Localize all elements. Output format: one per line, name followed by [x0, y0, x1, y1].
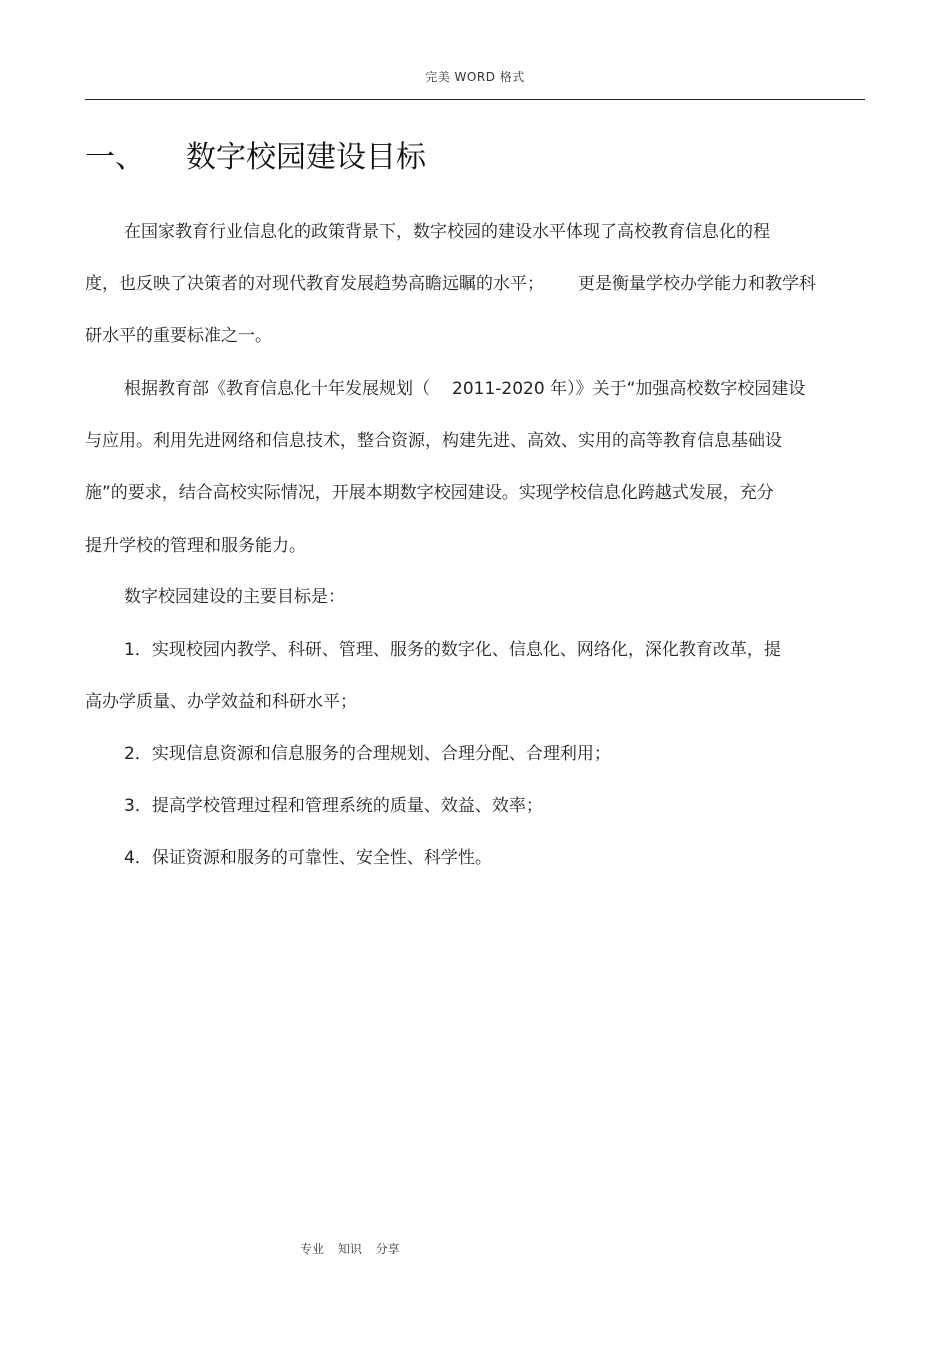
page-header: 完美 WORD 格式	[425, 70, 525, 84]
paragraph-1-line-2	[85, 273, 865, 295]
section-heading	[85, 132, 426, 176]
goal-3: 3．提高学校管理过程和管理系统的质量、效益、效率；	[124, 796, 543, 816]
goal-1-line-2: 高办学质量、办学效益和科研水平；	[85, 692, 357, 712]
paragraph-1-line-2b: 更是衡量学校办学能力和教学科	[578, 274, 816, 294]
paragraph-1-line-2a: 度，也反映了决策者的对现代教育发展趋势高瞻远瞩的水平；	[85, 274, 544, 294]
paragraph-1-line-3: 研水平的重要标准之一。	[85, 326, 272, 346]
paragraph-2-line-1a: 根据教育部《教育信息化十年发展规划（	[124, 379, 430, 399]
paragraph-2-line-3: 施”的要求，结合高校实际情况，开展本期数字校园建设。实现学校信息化跨越式发展，充分	[85, 483, 774, 503]
paragraph-2-line-4: 提升学校的管理和服务能力。	[85, 536, 306, 556]
goal-4: 4．保证资源和服务的可靠性、安全性、科学性。	[124, 848, 492, 868]
paragraph-2-line-1	[124, 378, 904, 400]
paragraph-1-line-1: 在国家教育行业信息化的政策背景下，数字校园的建设水平体现了高校教育信息化的程	[124, 222, 770, 242]
footer-item: 专业	[300, 1242, 325, 1256]
goal-1-line-1: 1．实现校园内教学、科研、管理、服务的数字化、信息化、网络化，深化教育改革，提	[124, 640, 781, 660]
goal-2: 2．实现信息资源和信息服务的合理规划、合理分配、合理利用；	[124, 744, 611, 764]
section-title: 数字校园建设目标	[186, 140, 426, 175]
page-footer	[300, 1240, 410, 1257]
paragraph-2-line-2: 与应用。利用先进网络和信息技术，整合资源，构建先进、高效、实用的高等教育信息基础设	[85, 431, 782, 451]
header-divider	[85, 99, 865, 100]
paragraph-2-line-1b: 2011-2020 年）》关于“加强高校数字校园建设	[452, 379, 806, 399]
section-number: 一、	[85, 140, 145, 175]
goals-intro: 数字校园建设的主要目标是：	[124, 587, 345, 607]
footer-item: 分享	[375, 1242, 400, 1256]
footer-item: 知识	[337, 1242, 362, 1256]
